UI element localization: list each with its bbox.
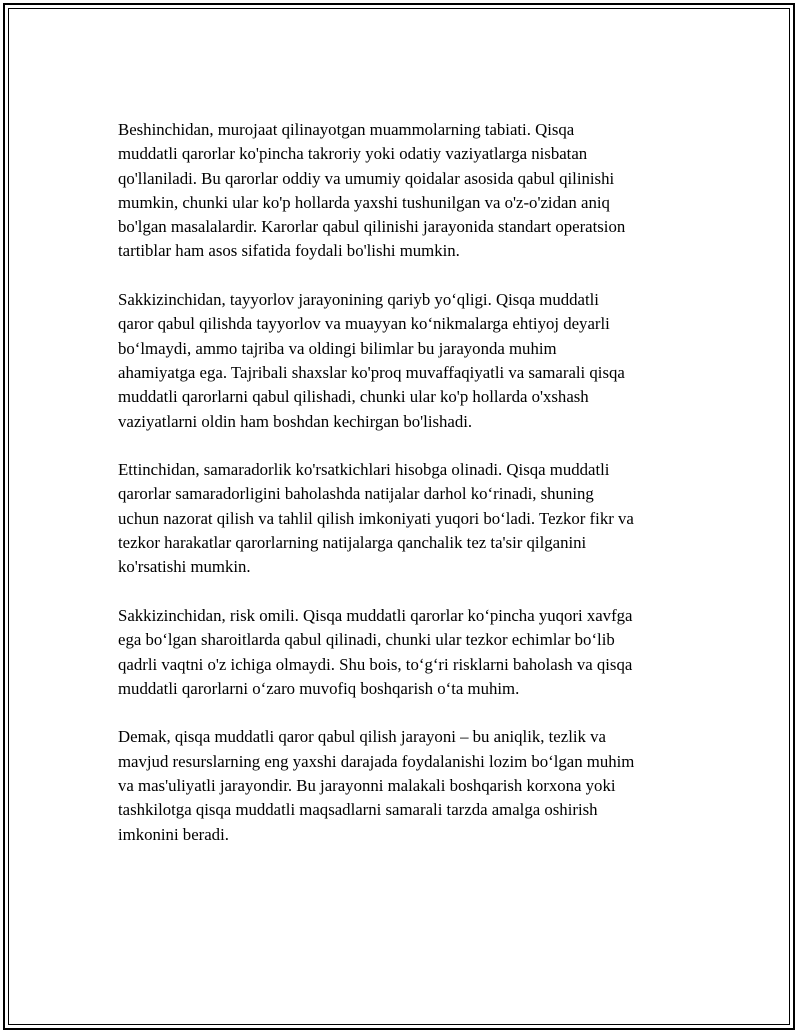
paragraph-sakkizinchidan-risk bbox=[118, 604, 688, 701]
text-line: va mas'uliyatli jarayondir. Bu jarayonni malakali boshqarish korxona yoki bbox=[118, 776, 616, 796]
text-line: muddatli qarorlar ko'pincha takroriy yoki odatiy vaziyatlarga nisbatan bbox=[118, 144, 588, 164]
text-line: qadrli vaqtni o'z ichiga olmaydi. Shu bois, to‘g‘ri risklarni baholash va qisqa bbox=[118, 654, 633, 674]
text-line: qo'llaniladi. Bu qarorlar oddiy va umumiy qoidalar asosida qabul qilinishi bbox=[118, 168, 615, 188]
text-line: Demak, qisqa muddatli qaror qabul qilish jarayoni – bu aniqlik, tezlik va bbox=[118, 727, 606, 747]
text-line: ega bo‘lgan sharoitlarda qabul qilinadi, chunki ular tezkor echimlar bo‘lib bbox=[118, 630, 615, 650]
text-line: qarorlar samaradorligini baholashda natijalar darhol ko‘rinadi, shuning bbox=[118, 484, 594, 504]
text-line: uchun nazorat qilish va tahlil qilish imkoniyati yuqori bo‘ladi. Tezkor fikr va bbox=[118, 508, 634, 528]
text-line: bo‘lmaydi, ammo tajriba va oldingi bilimlar bu jarayonda muhim bbox=[118, 338, 557, 358]
text-line: tartiblar ham asos sifatida foydali bo'lishi mumkin. bbox=[118, 241, 460, 261]
text-line: ahamiyatga ega. Tajribali shaxslar ko'proq muvaffaqiyatli va samarali qisqa bbox=[118, 362, 625, 382]
text-line: bo'lgan masalalardir. Karorlar qabul qilinishi jarayonida standart operatsion bbox=[118, 217, 626, 237]
text-line: Beshinchidan, murojaat qilinayotgan muammolarning tabiati. Qisqa bbox=[118, 120, 575, 139]
text-line: mavjud resurslarning eng yaxshi darajada foydalanishi lozim bo‘lgan muhim bbox=[118, 751, 635, 771]
document-body bbox=[118, 118, 688, 871]
text-line: mumkin, chunki ular ko'p hollarda yaxshi tushunilgan va o'z-o'zidan aniq bbox=[118, 192, 610, 212]
text-line: qaror qabul qilishda tayyorlov va muayyan ko‘nikmalarga ehtiyoj deyarli bbox=[118, 314, 610, 334]
text-line: Sakkizinchidan, tayyorlov jarayonining qariyb yo‘qligi. Qisqa muddatli bbox=[118, 290, 599, 310]
paragraph-demak bbox=[118, 725, 688, 846]
text-line: muddatli qarorlarni o‘zaro muvofiq boshqarish o‘ta muhim. bbox=[118, 678, 520, 698]
text-line: tezkor harakatlar qarorlarning natijalarga qanchalik tez ta'sir qilganini bbox=[118, 533, 587, 553]
text-line: Ettinchidan, samaradorlik ko'rsatkichlari hisobga olinadi. Qisqa muddatli bbox=[118, 460, 610, 480]
paragraph-beshinchidan bbox=[118, 118, 688, 264]
text-line: Sakkizinchidan, risk omili. Qisqa muddatli qarorlar ko‘pincha yuqori xavfga bbox=[118, 605, 633, 625]
text-line: ko'rsatishi mumkin. bbox=[118, 557, 251, 577]
paragraph-ettinchidan bbox=[118, 458, 688, 579]
text-line: vaziyatlarni oldin ham boshdan kechirgan bo'lishadi. bbox=[118, 411, 473, 431]
text-line: tashkilotga qisqa muddatli maqsadlarni samarali tarzda amalga oshirish bbox=[118, 800, 598, 820]
text-line: muddatli qarorlarni qabul qilishadi, chunki ular ko'p hollarda o'xshash bbox=[118, 387, 589, 407]
paragraph-sakkizinchidan-tayyorlov bbox=[118, 288, 688, 434]
text-line: imkonini beradi. bbox=[118, 824, 229, 844]
